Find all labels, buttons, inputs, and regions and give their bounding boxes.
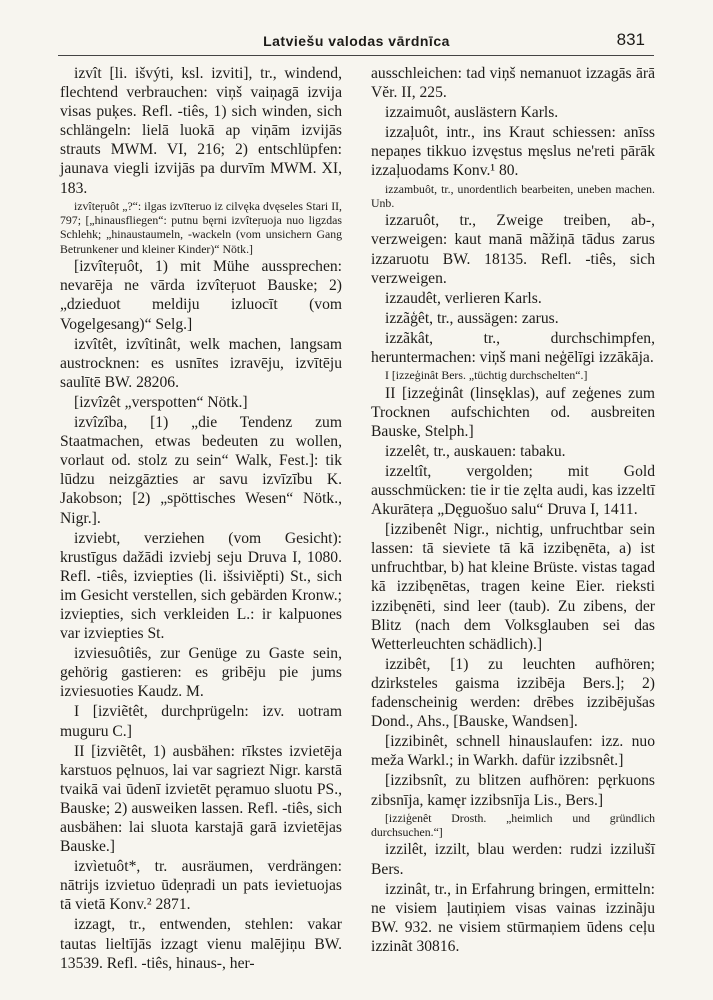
entry-izviteruot2: [izvîteŗuôt, 1) mit Mühe aussprechen: nevarēja ne vārda izvîteŗuot Bauske; 2) „dzieduot meldiju izluocīt (vom Vogelgesang)“ Selg.] (60, 258, 342, 333)
entry-izvit: izvît [li. išvýti, ksl. izviti], tr., windend, flechtend verbrauchen: viņš vaiņagā izvija visas puķes. Refl. -tiês, 1) sich winden, sich schlängeln: lielā luokā ap viņām izvijās strauts MWM. VI, 216; 2) entschlüpfen: jaunava viegli izvijās pa durvīm MWM. XI, 183. (60, 65, 342, 197)
entry-izzagt: izzagt, tr., entwenden, stehlen: vakar tautas lieltījās izzagt vienu malējiņu BW. 13539. Refl. -tiês, hinaus-, her- (60, 916, 342, 972)
left-column (60, 64, 342, 974)
entry-izviebt: izviebt, verziehen (vom Gesicht): krustīgus dažādi izviebj seju Druva I, 1080. Refl. -tiês, izviepties (li. išsiviěpti) St., sich im Gesicht verstellen, sich gebärden Kronw.; izviepties, sich verkleiden L.: ir kalpuones var izviepties St. (60, 529, 342, 643)
entry-izviteruot: izvîteŗuôt „?“: ilgas izvīteruo iz cilvęka dvęseles Stari II, 797; [„hinausfliegen“: putnu bęrni izvîteŗuoja nuo ligzdas Schlehk; „hinaustaumeln, -wackeln (vom unsichern Gang Betrunkener und kleiner Kinder)“ Nötk.] (60, 198, 342, 256)
entry-izzibet: izzibêt, [1) zu leuchten aufhören; dzirksteles gaisma izzibēja Bers.]; 2) fadenscheinig werden: drēbes izzibējušas Dond., Ahs., [Bauske, Wandsen]. (371, 655, 655, 731)
entry-izzeltit: izzeltît, vergolden; mit Gold ausschmücken: tie ir tie zęlta audi, kas izzeltī Akurāteŗa „Dęguošuo salu“ Druva I, 1411. (371, 462, 655, 519)
entry-izzakat: izzãkât, tr., durchschimpfen, heruntermachen: viņš mani neģēlīgi izzākāja. (371, 329, 655, 367)
entry-izzaimuot: izzaimuôt, auslästern Karls. (385, 104, 559, 122)
entry-izvietet1: I [izviẽtêt, durchprügeln: izv. uotram muguru C.] (60, 703, 342, 740)
entry-izzigenet: [izziģenêt Drosth. „heimlich und gründlich durchsuchen.“] (371, 810, 655, 839)
entry-izzagt-cont: ausschleichen: tad viņš nemanuot izzagās ārā Vĕr. II, 225. (371, 65, 655, 102)
entry-izzilet: izzilêt, izzilt, blau werden: rudzi izzilušī Bers. (371, 841, 655, 878)
right-column (371, 64, 655, 957)
entry-izzambuot: izzambuôt, tr., unordentlich bearbeiten, uneben machen. Unb. (371, 181, 655, 210)
page-number: 831 (616, 30, 645, 49)
entry-izzeginat1: I [izzeģinât Bers. „tüchtig durchschelten“.] (385, 368, 588, 383)
entry-izzaudet: izzaudêt, verlieren Karls. (385, 289, 542, 307)
entry-izzaluot: izzaļuôt, intr., ins Kraut schiessen: anīss nepaņes tikkuo izvęstus męslus ne'reti pārāk izzaļuodams Konv.¹ 80. (371, 124, 655, 180)
entry-izviesuoties: izviesuôtiês, zur Genüge zu Gaste sein, gehörig gastieren: es gribēju pie jums izviesuoties Kaudz. M. (60, 645, 342, 701)
entry-izviziba: izvîzîba, [1) „die Tendenz zum Staatmachen, etwas bedeuten zu wollen, vorlaut od. stolz zu sein“ Walk, Fest.]: tik lūdzu neizgāzties ar savu izvīzību K. Jakobson; [2) „spöttisches Wesen“ Nötk., Nigr.]. (60, 414, 342, 527)
entry-izvietet2: II [izviẽtêt, 1) ausbähen: rīkstes izvietēja karstuos pęlnuos, lai var sagriezt Nigr. karstā tvaikā vai ūdenī izvietēt pęramuo sluotu PS., Bauske; 2) ausweiken lassen. Refl. -tiês, sich ausbähen: lai sluota karstajā garā izvietējas Bauske.] (60, 742, 342, 856)
entry-izvitet: izvîtêt, izvîtinât, welk machen, langsam austrocknen: es usnītes izravēju, izvītēju saulītē BW. 28206. (60, 335, 342, 391)
header-rule (58, 55, 654, 56)
entry-izzibsnit: [izzibsnît, zu blitzen aufhören: pęrkuons zibsnīja, kamęr izzibsnīja Lis., Bers.] (371, 772, 655, 809)
entry-izzibenet: [izzibenêt Nigr., nichtig, unfruchtbar sein lassen: tā sieviete tā kā izzibęnēta, a) ist unfruchtbar, b) hat kleine Brüste. vistas tagad kā izzibęnētas, tragen keine Eier. rieksti izzibęnēti, sind leer (taub). Zu zibens, der Blitz (nach dem Volksglauben sei das Wetterleuchten schädlich).] (371, 521, 655, 653)
entry-izzinat: izzinât, tr., in Erfahrung bringen, ermitteln: ne visiem ļautiņiem visas vainas izzinãju BW. 932. ne visiem stūrmaņiem ūdens ceļu izzinãt 30816. (371, 880, 655, 955)
entry-izvietuot: izvìetuôt*, tr. ausräumen, verdrängen: nātrijs izvietuo ūdeņradi un pats ievietuojas tā vietā Konv.² 2871. (60, 858, 342, 914)
entry-izzaget: izzãģêt, tr., aussägen: zarus. (385, 309, 559, 327)
entry-izzeginat2: II [izzeģinât (linsęklas), auf zeģenes zum Trocknen aufschichten od. ausbreiten Bauske, Stelph.] (371, 384, 655, 440)
entry-izvizet: [izvîzêt „verspotten“ Nötk.] (74, 393, 248, 411)
entry-izzelet: izzelêt, tr., auskauen: tabaku. (385, 442, 566, 460)
entry-izzibinet: [izzibinêt, schnell hinauslaufen: izz. nuo meža Warkl.; in Warkh. dafür izzibsnêt.] (371, 733, 655, 770)
page-title: Latviešu valodas vārdnīca (263, 33, 450, 49)
entry-izzaruot: izzaruôt, tr., Zweige treiben, ab-, verzweigen: kaut manā mãžiņā tādus zarus izzaruotu BW. 18135. Refl. -tiês, sich verzweigen. (371, 212, 655, 287)
